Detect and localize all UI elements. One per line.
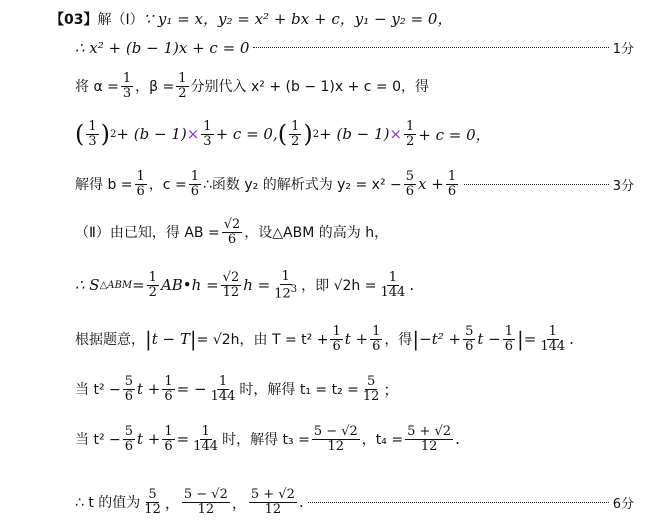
one-sixth-e: $\frac{1}{6}$ bbox=[164, 424, 173, 454]
step3-line: ( $\frac{1}{3}$ ) 2 + (b − 1) × $\frac{1}{3}$ + c = 0, ( $\frac{1}{2}$ ) 2 + (b − 1) × $\frac{1}{2}$ + c = 0， bbox=[75, 119, 491, 149]
given-equation: ∵ y₁ = x，y₂ = x² + bx + c，y₁ − y₂ = 0， bbox=[143, 10, 453, 28]
leader-dots bbox=[253, 47, 608, 48]
five-sixth-c: $\frac{5}{6}$ bbox=[124, 424, 134, 454]
five-sixth-a: $\frac{5}{6}$ bbox=[465, 324, 474, 354]
one-sixth-fraction: $\frac{1}{6}$ bbox=[447, 169, 457, 199]
leader-dots bbox=[464, 184, 609, 185]
b-value-fraction: $\frac{1}{6}$ bbox=[136, 169, 145, 199]
step7-line: 根据题意， | t − T | = √2h，由 T = t² + $\frac{1}{6}$ t + $\frac{1}{6}$ ，得 | −t² + $\frac{5}{6}$ t − $\frac{1}{6}$ | = $\frac{1}{144}$ . bbox=[75, 324, 574, 354]
step4-text-c: ∴函数 y₂ 的解析式为 y₂ = x² − bbox=[202, 177, 402, 194]
step9-period: . bbox=[455, 430, 460, 449]
half-fraction: $\frac{1}{2}$ bbox=[148, 270, 157, 300]
t3-fraction: $\frac{5 - √2}{12}$ bbox=[313, 424, 358, 454]
beta-fraction: $\frac{1}{2}$ bbox=[178, 71, 187, 101]
step7-text-e: t − bbox=[477, 330, 501, 349]
step7-text-c: t + bbox=[344, 330, 369, 349]
step4-text-b: ，c = bbox=[148, 177, 187, 194]
step3-part-d: + c = 0， bbox=[418, 125, 491, 144]
ab-fraction: $\frac{√2}{6}$ bbox=[223, 217, 241, 247]
step6-period: . bbox=[409, 276, 415, 295]
step6-text-e: ，即 √2h = bbox=[301, 278, 377, 295]
solve-label: 解（Ⅰ） bbox=[97, 11, 144, 28]
step3-part-a: + (b − 1) bbox=[116, 125, 187, 144]
step6-line bbox=[75, 270, 654, 301]
one-over-144-d: $\frac{1}{144}$ bbox=[193, 424, 219, 454]
step4-line bbox=[75, 170, 654, 198]
one-third-b: $\frac{1}{3}$ bbox=[203, 119, 212, 149]
step5-text-a: （Ⅱ）由已知，得 AB = bbox=[75, 225, 220, 242]
step9-text-a: 当 t² − bbox=[75, 432, 121, 449]
five-twelfth-a: $\frac{5}{12}$ bbox=[362, 374, 380, 404]
step9-text-e: ，t₄ = bbox=[361, 432, 404, 449]
step5-line bbox=[75, 218, 654, 246]
step7-text-a: 根据题意， bbox=[75, 332, 145, 349]
step9-text-d: 时，解得 t₃ = bbox=[222, 432, 310, 449]
header-line bbox=[50, 8, 654, 29]
step7-period: . bbox=[569, 330, 574, 349]
step8-semicolon: ； bbox=[383, 380, 399, 399]
one-half-a: $\frac{1}{2}$ bbox=[291, 119, 300, 149]
alpha-fraction: $\frac{1}{3}$ bbox=[122, 71, 132, 101]
step10-period: . bbox=[298, 493, 304, 512]
five-sixth-fraction: $\frac{5}{6}$ bbox=[405, 169, 415, 199]
c-value-fraction: $\frac{1}{6}$ bbox=[190, 169, 199, 199]
one-sixth-a: $\frac{1}{6}$ bbox=[332, 324, 341, 354]
step5-text-b: ，设△ABM 的高为 h， bbox=[244, 225, 389, 242]
one-sixth-c: $\frac{1}{6}$ bbox=[504, 324, 514, 354]
step8-text-a: 当 t² − bbox=[75, 382, 121, 399]
area-subscript: △ABM bbox=[99, 279, 133, 291]
t4-fraction: $\frac{5 + √2}{12}$ bbox=[407, 424, 452, 454]
step7-text-b: = √2h，由 T = t² + bbox=[196, 332, 329, 349]
step7-equals: = bbox=[523, 330, 537, 349]
step2-line bbox=[75, 72, 654, 100]
five-sixth-b: $\frac{5}{6}$ bbox=[124, 374, 134, 404]
one-over-144-a: $\frac{1}{144}$ bbox=[380, 270, 406, 300]
step1-equation: ∴ x² + (b − 1)x + c = 0 bbox=[75, 38, 250, 57]
step9-line bbox=[75, 425, 654, 453]
value3-fraction: $\frac{5 + √2}{12}$ bbox=[250, 487, 295, 517]
step8-text-c: = − bbox=[176, 380, 207, 399]
step6-text-d: h = bbox=[243, 276, 271, 295]
step2-text-b: ，β = bbox=[135, 79, 175, 96]
step8-line bbox=[75, 375, 654, 403]
area-symbol: ∴ S bbox=[75, 276, 100, 295]
step6-text-c: AB•h = bbox=[160, 276, 219, 295]
score-6: 6分 bbox=[612, 496, 634, 512]
step1-line bbox=[75, 38, 654, 57]
abs2-expression: −t² + bbox=[419, 330, 462, 349]
leader-dots bbox=[308, 502, 609, 503]
step7-text-d: ，得 bbox=[384, 332, 413, 349]
step9-text-b: t + bbox=[137, 430, 161, 449]
problem-tag: 【03】 bbox=[50, 11, 98, 28]
step10-text-a: ∴ t 的值为 bbox=[75, 495, 141, 512]
one-over-12-cubed: $\frac{1}{12^3}$ bbox=[274, 269, 298, 301]
step2-text-c: 分别代入 x² + (b − 1)x + c = 0，得 bbox=[190, 79, 430, 96]
step8-text-b: t + bbox=[137, 380, 161, 399]
step3-part-c: + (b − 1) bbox=[319, 125, 390, 144]
one-half-b: $\frac{1}{2}$ bbox=[406, 119, 415, 149]
root2-12-fraction: $\frac{√2}{12}$ bbox=[222, 270, 240, 300]
abs-expression: t − T bbox=[151, 330, 190, 349]
one-over-144-c: $\frac{1}{144}$ bbox=[210, 374, 236, 404]
step4-text-d: x + bbox=[418, 175, 444, 194]
step9-text-c: = bbox=[176, 430, 190, 449]
step2-text-a: 将 α = bbox=[75, 79, 119, 96]
one-sixth-b: $\frac{1}{6}$ bbox=[372, 324, 381, 354]
step6-equals: = bbox=[132, 276, 145, 295]
value1-fraction: $\frac{5}{12}$ bbox=[144, 487, 161, 517]
value2-fraction: $\frac{5 - √2}{12}$ bbox=[183, 487, 228, 517]
one-third-a: $\frac{1}{3}$ bbox=[88, 119, 97, 149]
score-3: 3分 bbox=[612, 178, 634, 194]
step10-line: ∴ t 的值为 $\frac{5}{12}$ ， $\frac{5 - √2}{12}$ ， $\frac{5 + √2}{12}$ . 6分 bbox=[75, 487, 634, 517]
one-sixth-d: $\frac{1}{6}$ bbox=[164, 374, 173, 404]
score-1: 1分 bbox=[612, 42, 634, 57]
step8-text-d: 时，解得 t₁ = t₂ = bbox=[239, 382, 359, 399]
step4-text-a: 解得 b = bbox=[75, 177, 133, 194]
step3-part-b: + c = 0, bbox=[215, 125, 278, 144]
one-over-144-b: $\frac{1}{144}$ bbox=[540, 324, 566, 354]
